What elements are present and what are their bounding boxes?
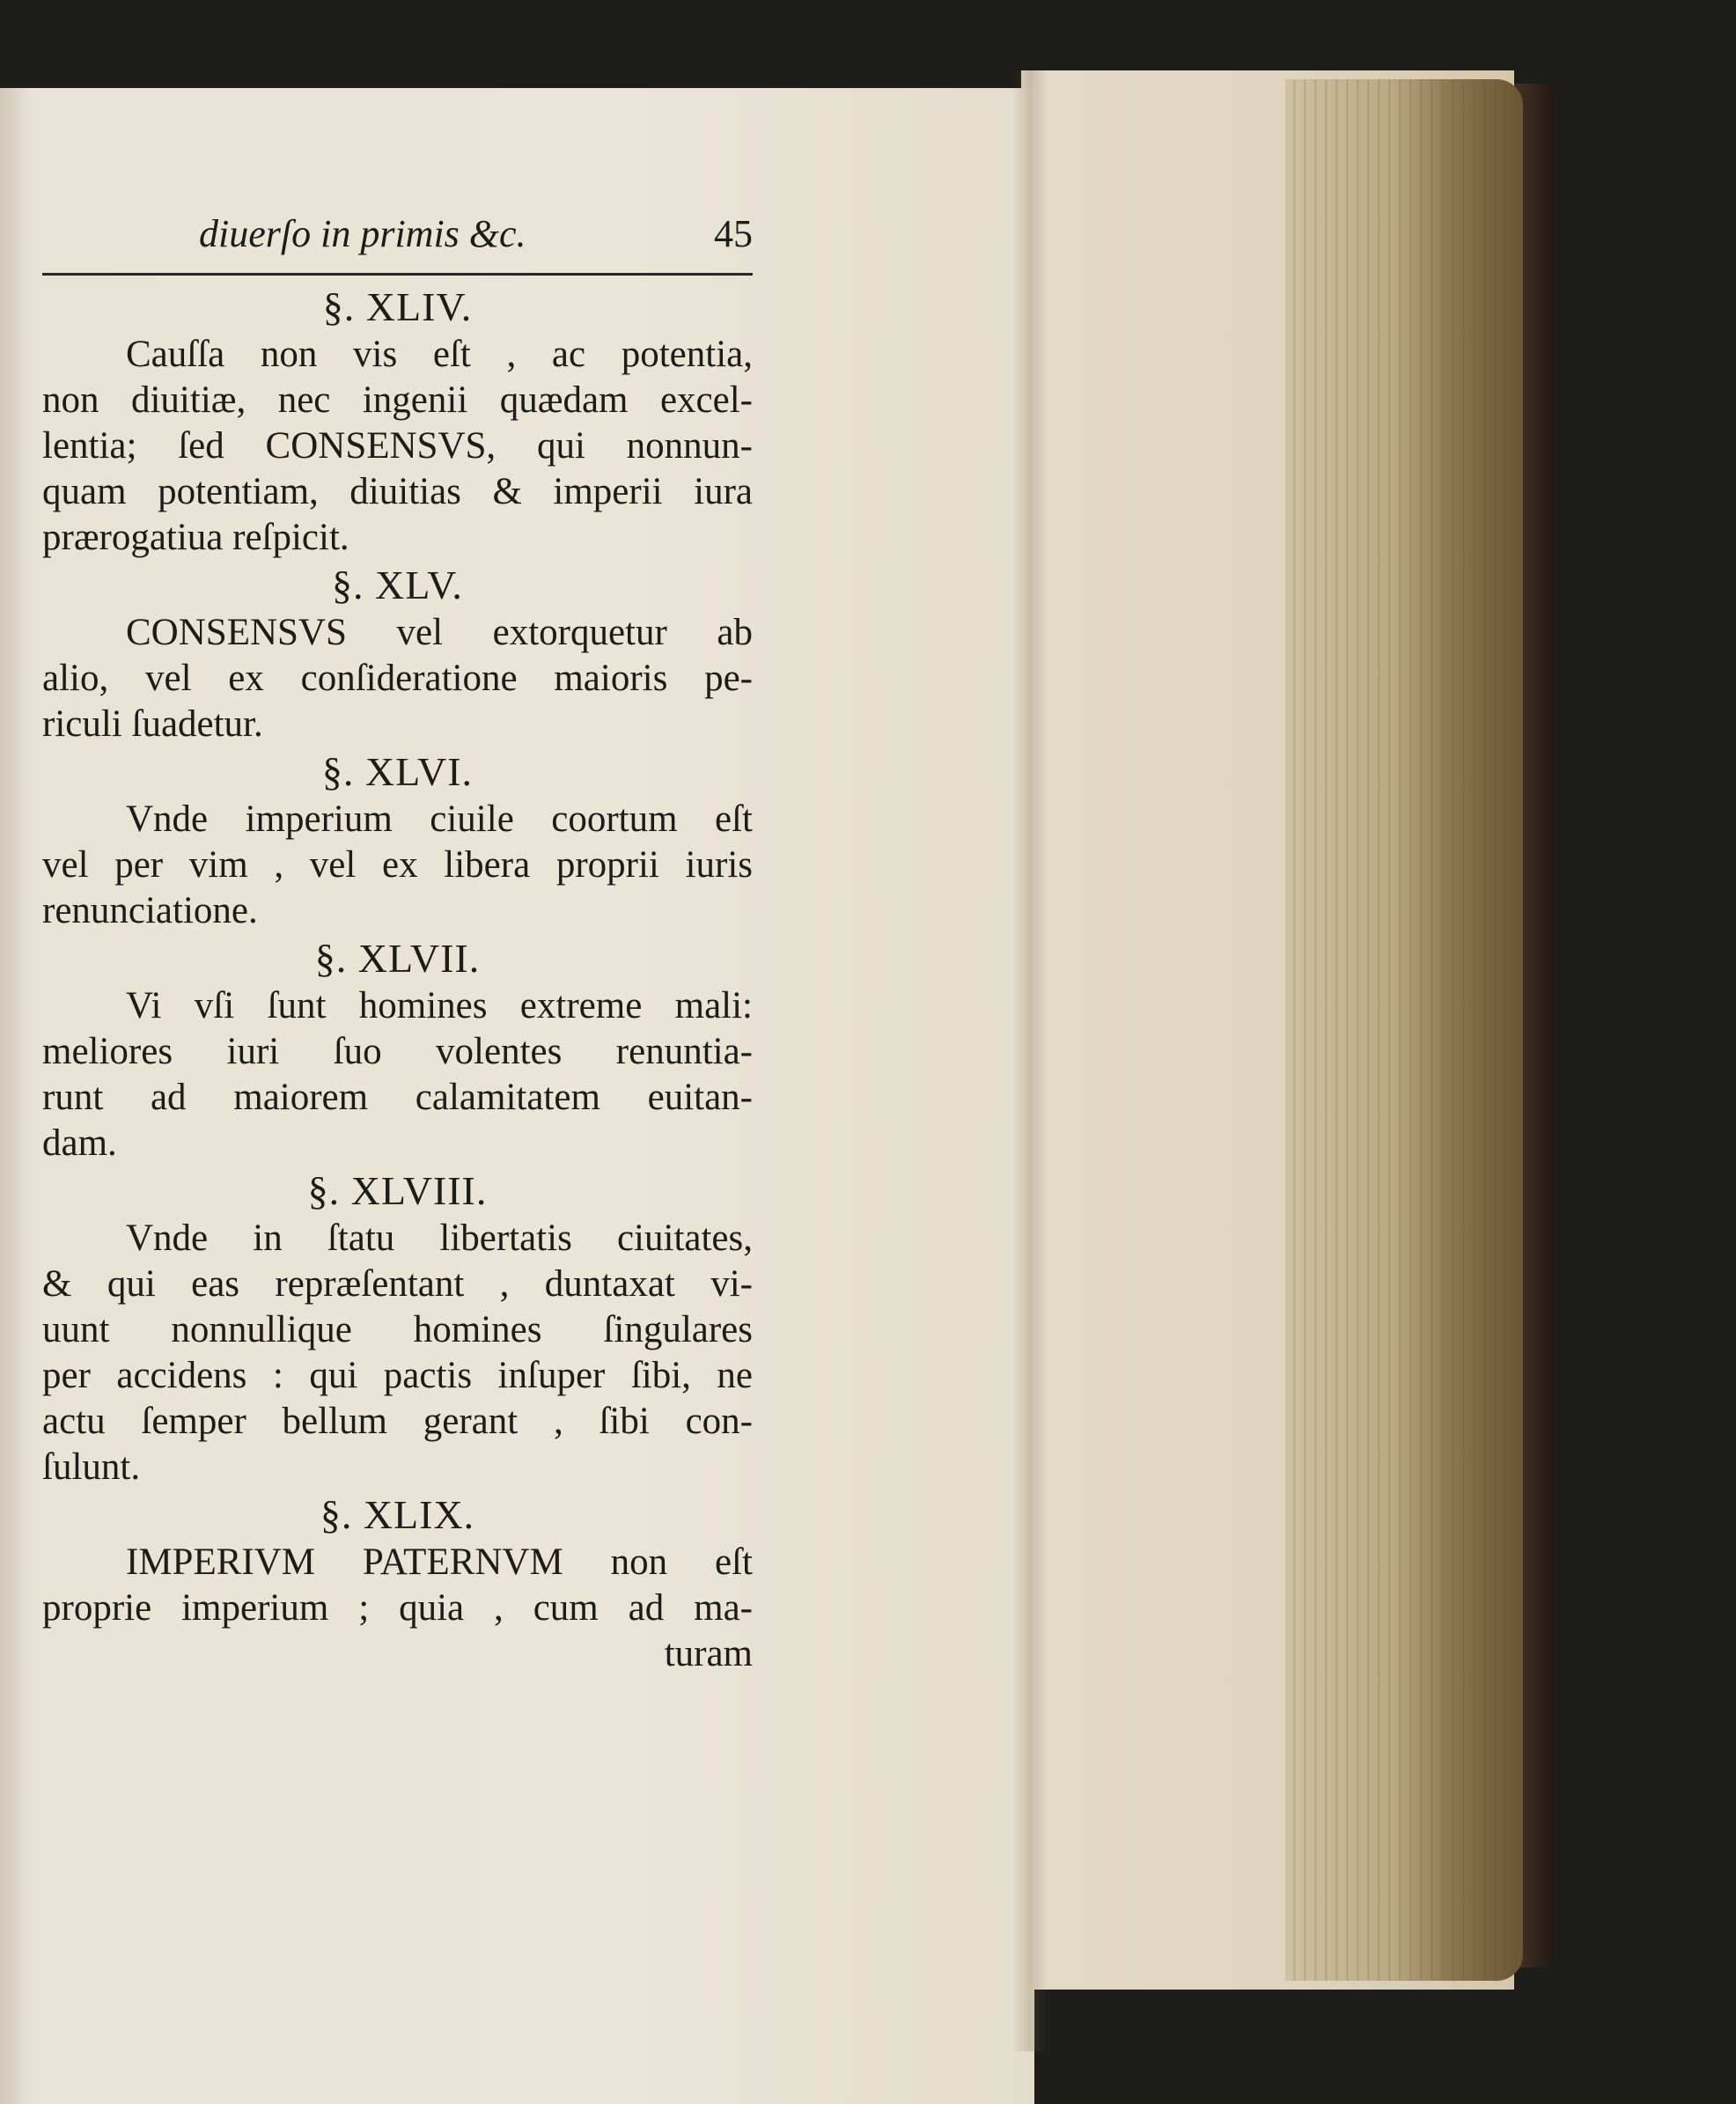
section-heading: §. XLVIII. xyxy=(307,1168,488,1213)
section-heading: §. XLVI. xyxy=(321,749,474,794)
paragraph xyxy=(42,610,753,747)
text-line: IMPERIVM PATERNVM non eſt xyxy=(126,1541,753,1583)
paragraph xyxy=(42,1540,753,1631)
paragraph xyxy=(42,983,753,1166)
text-line: meliores iuri ſuo volentes renuntia- xyxy=(42,1031,753,1072)
gutter-shadow xyxy=(1012,70,1048,2051)
text-line: Cauſſa non vis eſt , ac potentia, xyxy=(126,334,753,375)
text-line: per accidens : qui pactis inſuper ſibi, ne xyxy=(42,1355,753,1396)
text-line: vel per vim , vel ex libera proprii iuris xyxy=(42,844,753,886)
paragraph xyxy=(42,1216,753,1490)
text-line: lentia; ſed CONSENSVS, qui nonnun- xyxy=(42,425,753,467)
header-rule xyxy=(42,273,753,276)
text-line: renunciatione. xyxy=(42,890,258,931)
paragraph xyxy=(42,797,753,934)
catchword: turam xyxy=(664,1633,753,1674)
text-line: ſulunt. xyxy=(42,1446,141,1488)
text-line: CONSENSVS vel extorquetur ab xyxy=(126,612,753,653)
text-line: Vnde in ſtatu libertatis ciuitates, xyxy=(126,1218,753,1259)
section-heading: §. XLIV. xyxy=(322,284,473,329)
text-line: riculi ſuadetur. xyxy=(42,703,263,745)
running-head xyxy=(42,211,753,264)
text-line: prærogatiua reſpicit. xyxy=(42,517,349,558)
section-heading: §. XLIX. xyxy=(320,1492,475,1537)
text-line: runt ad maiorem calamitatem euitan- xyxy=(42,1077,753,1118)
text-line: non diuitiæ, nec ingenii quædam excel- xyxy=(42,379,753,421)
page-edges xyxy=(1285,79,1523,1981)
text-line: actu ſemper bellum gerant , ſibi con- xyxy=(42,1401,753,1442)
text-line: Vnde imperium ciuile coortum eſt xyxy=(126,798,753,840)
text-line: uunt nonnullique homines ſingulares xyxy=(42,1309,753,1350)
text-line: Vi vſi ſunt homines extreme mali: xyxy=(126,985,753,1026)
running-head-title: diuerſo in primis &c. xyxy=(199,212,526,255)
text-block xyxy=(42,211,753,1677)
text-line: quam potentiam, diuitias & imperii iura xyxy=(42,471,753,512)
text-line: proprie imperium ; quia , cum ad ma- xyxy=(42,1587,753,1629)
text-line: dam. xyxy=(42,1122,117,1164)
section-heading: §. XLVII. xyxy=(314,936,481,981)
section-heading: §. XLV. xyxy=(332,563,463,607)
text-line: & qui eas repræſentant , duntaxat vi- xyxy=(42,1263,753,1305)
page-number: 45 xyxy=(714,212,753,255)
text-line: alio, vel ex conſideratione maioris pe- xyxy=(42,658,753,699)
paragraph xyxy=(42,332,753,561)
